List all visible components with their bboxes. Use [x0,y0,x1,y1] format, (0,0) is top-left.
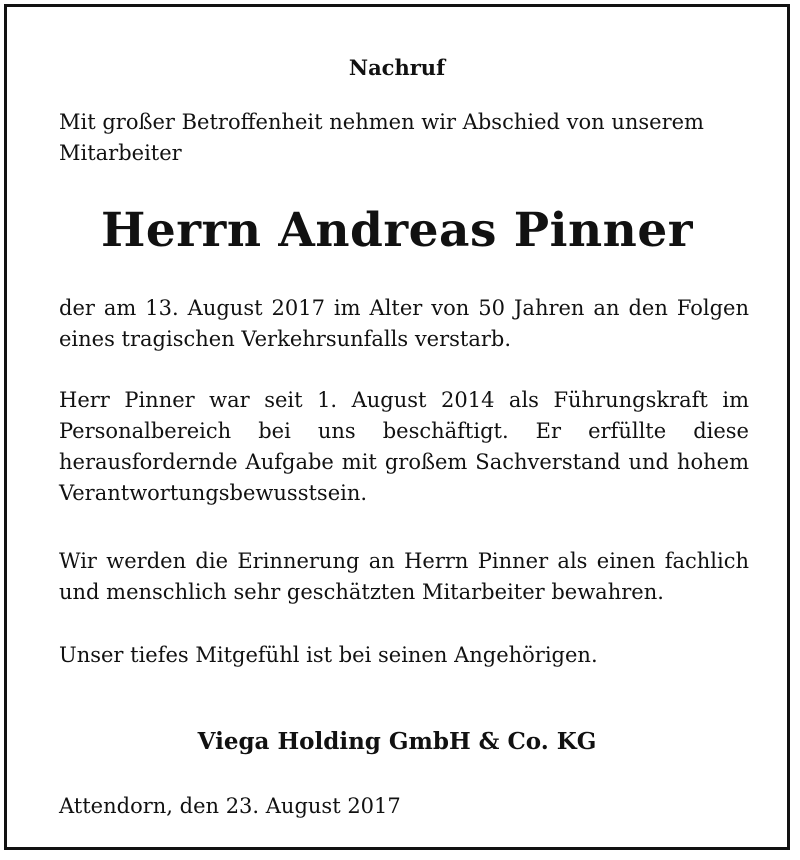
paragraph-death-details: der am 13. August 2017 im Alter von 50 Jahren an den Folgen eines tragischen Verkehrsunfalls verstarb. [59,296,749,351]
company-signature: Viega Holding GmbH & Co. KG [197,728,597,755]
notice-heading: Nachruf [348,55,446,80]
obituary-notice [4,4,790,850]
paragraph-remembrance: Wir werden die Erinnerung an Herrn Pinner als einen fachlich und menschlich sehr geschätzten Mitarbeiter bewahren. [59,549,749,604]
place-and-date: Attendorn, den 23. August 2017 [59,794,401,818]
deceased-name: Herrn Andreas Pinner [100,203,693,258]
paragraph-employment: Herr Pinner war seit 1. August 2014 als Führungskraft im Personalbereich bei uns beschäftigt. Er erfüllte diese herausfordernde Aufgabe mit großem Sachverstand und hohem Verantwortungsbewusstsein. [59,388,749,505]
intro-text: Mit großer Betroffenheit nehmen wir Abschied von unserem Mitarbeiter [59,110,704,165]
paragraph-condolence: Unser tiefes Mitgefühl ist bei seinen Angehörigen. [59,643,598,667]
